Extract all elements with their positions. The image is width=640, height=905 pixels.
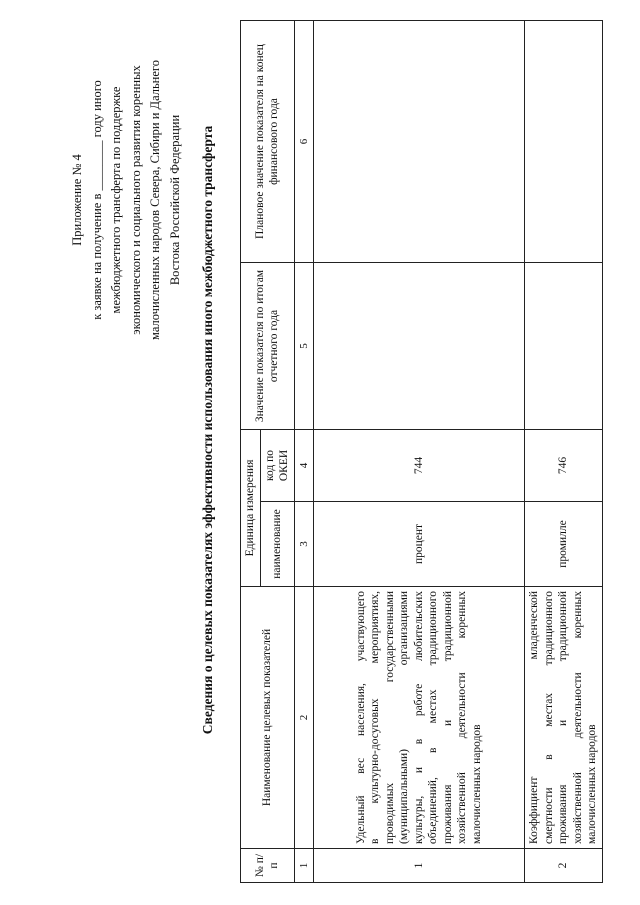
row-indicator-name [525, 587, 603, 849]
column-number: 5 [294, 263, 314, 430]
row-planned [314, 21, 525, 263]
appendix-header [68, 35, 185, 365]
header-name: Наименование целевых показателей [241, 587, 295, 849]
row-unit-name: промилле [525, 502, 603, 587]
indicator-line: малочисленных народов [470, 724, 483, 844]
row-unit-code: 744 [314, 430, 525, 502]
appendix-line: малочисленных народов Севера, Сибири и Дальнего [148, 60, 162, 340]
header-num: № п/п [241, 849, 295, 883]
indicator-line: смертности в местах традиционного [542, 591, 555, 844]
appendix-line: к заявке на получение в ________ году иного [89, 80, 104, 320]
document-title: Сведения о целевых показателях эффективности использования иного межбюджетного трансферта [200, 125, 215, 735]
indicator-line: Удельный вес населения, участвующего [354, 591, 367, 844]
indicator-line: культуры, и в работе любительских [412, 591, 425, 844]
row-planned [525, 21, 603, 263]
indicator-line: малочисленных народов [586, 724, 598, 844]
header-planned: Плановое значение показателя на конец финансового года [241, 21, 295, 263]
indicator-line: Коэффициент младенческой [528, 591, 540, 844]
row-value [314, 263, 525, 430]
indicators-table [240, 20, 603, 883]
indicator-line: проживания и традиционной [557, 591, 569, 844]
header-unit: Единица измерения [241, 430, 261, 587]
row-num: 1 [314, 849, 525, 883]
row-unit-code: 746 [525, 430, 603, 502]
header-value: Значение показателя по итогам отчетного года [241, 263, 295, 430]
table-row [525, 21, 603, 883]
indicator-line: хозяйственной деятельности коренных [456, 591, 469, 844]
column-number: 3 [294, 502, 314, 587]
column-number: 2 [294, 587, 314, 849]
appendix-line: экономического и социального развития коренных [128, 65, 143, 335]
indicator-line: в культурно-досуговых мероприятиях, [369, 591, 382, 844]
column-number: 6 [294, 21, 314, 263]
row-unit-name: процент [314, 502, 525, 587]
row-indicator-name [314, 587, 525, 849]
header-unit-name: наименование [260, 502, 294, 587]
header-unit-code: код по ОКЕИ [260, 430, 294, 502]
indicator-line: хозяйственной деятельности коренных [571, 591, 584, 844]
indicator-line: проводимых государственными [383, 591, 396, 844]
appendix-line: Приложение № 4 [70, 154, 84, 246]
column-number: 1 [294, 849, 314, 883]
column-number-row [294, 21, 314, 883]
row-value [525, 263, 603, 430]
indicator-line: (муниципальными) организациями [398, 591, 411, 844]
column-number: 4 [294, 430, 314, 502]
indicator-line: объединений, в местах традиционного [427, 591, 440, 844]
table-row [314, 21, 525, 883]
appendix-line: Востока Российской Федерации [167, 114, 182, 286]
indicator-line: проживания и традиционной [441, 591, 454, 844]
row-num: 2 [525, 849, 603, 883]
appendix-line: межбюджетного трансферта по поддержке [109, 86, 123, 314]
